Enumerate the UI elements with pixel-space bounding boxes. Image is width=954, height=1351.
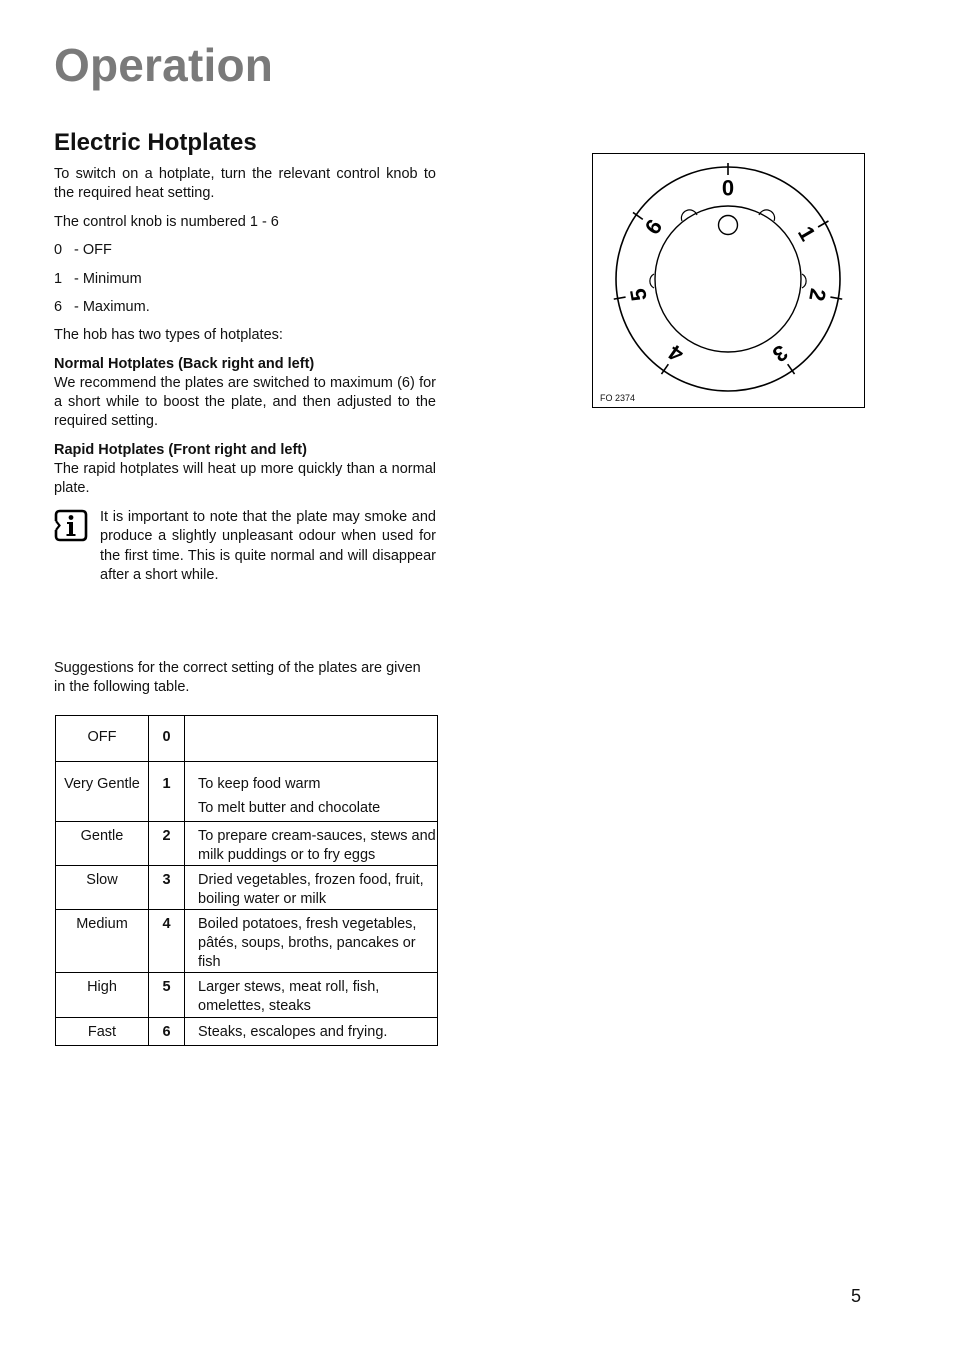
dial-number: 2 bbox=[804, 286, 831, 304]
settings-list-label: - OFF bbox=[74, 242, 112, 258]
table-cell-level: Fast bbox=[56, 1018, 149, 1046]
settings-list-item bbox=[54, 270, 436, 289]
table-cell-use-line: To keep food warm bbox=[198, 776, 321, 792]
table-cell-setting: 6 bbox=[149, 1018, 185, 1046]
table-cell-level: Very Gentle bbox=[56, 762, 149, 822]
dial-number: 0 bbox=[721, 175, 735, 201]
settings-list-num: 6 bbox=[54, 299, 63, 315]
page-number: 5 bbox=[851, 1286, 862, 1306]
settings-list-num: 1 bbox=[54, 271, 63, 287]
control-knob-figure bbox=[592, 153, 865, 408]
table-cell-use: Larger stews, meat roll, fish, omelettes, steaks bbox=[185, 973, 438, 1018]
table-cell-setting: 5 bbox=[149, 973, 185, 1018]
dial-tick bbox=[830, 297, 842, 299]
table-row bbox=[56, 716, 438, 762]
dial-number: 4 bbox=[663, 339, 688, 368]
table-intro: Suggestions for the correct setting of the plates are given in the following table. bbox=[54, 660, 421, 695]
info-icon bbox=[54, 509, 88, 542]
intro-paragraph: To switch on a hotplate, turn the relevant control knob to the required heat setting. bbox=[54, 166, 436, 201]
table-cell-level: Gentle bbox=[56, 822, 149, 866]
rapid-hotplates-text: The rapid hotplates will heat up more quickly than a normal plate. bbox=[54, 461, 436, 496]
settings-list-item bbox=[54, 241, 436, 260]
table-cell-use: Boiled potatoes, fresh vegetables, pâtés, soups, broths, pancakes or fish bbox=[185, 910, 438, 973]
table-row bbox=[56, 822, 438, 866]
section-title: Electric Hotplates bbox=[54, 129, 257, 156]
table-cell-use-line: To melt butter and chocolate bbox=[198, 800, 381, 816]
dial-number: 3 bbox=[768, 339, 793, 368]
table-cell-use: Dried vegetables, frozen food, fruit, boiling water or milk bbox=[185, 866, 438, 910]
table-cell-setting: 3 bbox=[149, 866, 185, 910]
figure-label: FO 2374 bbox=[600, 393, 636, 403]
table-cell-setting: 4 bbox=[149, 910, 185, 973]
table-row bbox=[56, 866, 438, 910]
page-title: Operation bbox=[54, 39, 274, 91]
table-cell-setting: 2 bbox=[149, 822, 185, 866]
settings-list-label: - Maximum. bbox=[74, 299, 150, 315]
info-note: It is important to note that the plate may smoke and produce a slightly unpleasant odour when used for the first time. This is quite normal and will disappear after a short while. bbox=[100, 509, 436, 583]
types-intro: The hob has two types of hotplates: bbox=[54, 327, 283, 343]
settings-list-item bbox=[54, 298, 436, 317]
numbered-note: The control knob is numbered 1 - 6 bbox=[54, 214, 279, 230]
table-cell-level: Medium bbox=[56, 910, 149, 973]
table-row bbox=[56, 762, 438, 822]
table-cell-use: Steaks, escalopes and frying. bbox=[185, 1018, 438, 1046]
table-cell-use bbox=[185, 762, 438, 822]
table-row bbox=[56, 973, 438, 1018]
settings-list-label: - Minimum bbox=[74, 271, 142, 287]
dial-number: 5 bbox=[625, 286, 652, 304]
settings-list-num: 0 bbox=[54, 242, 63, 258]
dial-number: 1 bbox=[792, 221, 821, 246]
normal-hotplates-text: We recommend the plates are switched to maximum (6) for a short while to boost the plate, and then adjusted to the required setting. bbox=[54, 375, 436, 429]
table-cell-level: OFF bbox=[56, 716, 149, 762]
table-cell-use bbox=[185, 716, 438, 762]
table-cell-setting: 0 bbox=[149, 716, 185, 762]
table-cell-setting: 1 bbox=[149, 762, 185, 822]
table-cell-level: Slow bbox=[56, 866, 149, 910]
table-row bbox=[56, 910, 438, 973]
dial-number: 6 bbox=[639, 214, 668, 239]
normal-hotplates-heading: Normal Hotplates (Back right and left) bbox=[54, 356, 315, 372]
table-cell-level: High bbox=[56, 973, 149, 1018]
table-cell-use: To prepare cream-sauces, stews and milk puddings or to fry eggs bbox=[185, 822, 438, 866]
rapid-hotplates-heading: Rapid Hotplates (Front right and left) bbox=[54, 442, 307, 458]
table-row bbox=[56, 1018, 438, 1046]
dial-tick bbox=[614, 297, 626, 299]
control-knob-dial bbox=[593, 154, 864, 407]
settings-table bbox=[55, 715, 438, 1046]
